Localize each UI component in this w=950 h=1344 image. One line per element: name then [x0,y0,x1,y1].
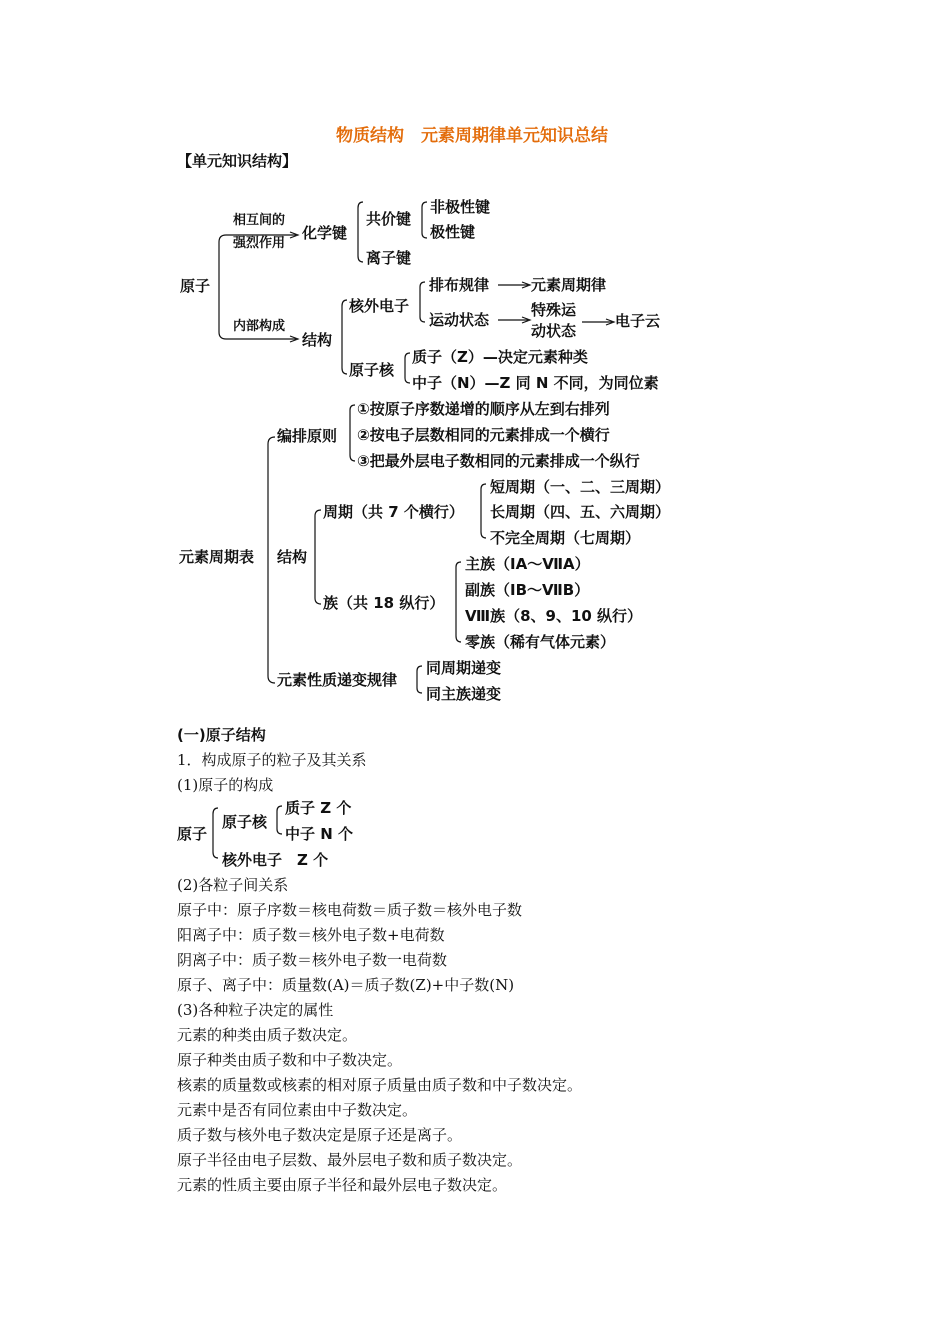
node-arrangement-principles: 编排原则 [277,427,338,445]
property-4: 元素中是否有同位素由中子数决定。 [177,1101,418,1119]
small-diagram-proton: 质子 Z 个 [285,799,352,817]
small-diagram-neutron: 中子 N 个 [285,825,353,843]
node-periodic-law: 元素周期律 [531,276,607,294]
node-outer-electrons: 核外电子 [349,297,410,315]
node-property-trend: 元素性质递变规律 [277,671,398,689]
diagram1-root-atom: 原子 [180,277,211,295]
node-covalent-bond: 共价键 [366,210,412,228]
label-internal-composition: 内部构成 [233,319,286,334]
node-table-structure: 结构 [277,548,308,566]
node-nucleus: 原子核 [349,361,395,379]
node-proton: 质子（Z）—决定元素种类 [412,348,588,366]
property-7: 元素的性质主要由原子半径和最外层电子数决定。 [177,1176,508,1194]
label-mutual: 相互间的 [233,213,286,228]
property-5: 质子数与核外电子数决定是原子还是离子。 [177,1126,463,1144]
node-rule-1: ①按原子序数递增的顺序从左到右排列 [357,400,610,418]
relation-mass-number: 原子、离子中：质量数(A)＝质子数(Z)+中子数(N) [177,976,515,994]
node-motion-state: 运动状态 [429,311,490,329]
diagram2-root-periodic-table: 元素周期表 [179,548,255,566]
node-structure: 结构 [302,331,333,349]
subsection-1c: (3)各种粒子决定的属性 [177,1001,334,1019]
small-diagram-nucleus: 原子核 [222,813,268,831]
subsection-1b: (2)各粒子间关系 [177,876,289,894]
small-diagram-electron: 核外电子 Z 个 [222,851,329,869]
label-strong-interaction: 强烈作用 [233,236,286,251]
section-heading: 【单元知识结构】 [177,152,298,170]
node-rule-3: ③把最外层电子数相同的元素排成一个纵行 [357,452,640,470]
property-1: 元素的种类由质子数决定。 [177,1026,358,1044]
property-2: 原子种类由质子数和中子数决定。 [177,1051,403,1069]
node-group-viii: Ⅷ族（8、9、10 纵行） [465,607,643,625]
node-same-group-trend: 同主族递变 [426,685,502,703]
relation-anion: 阴离子中：质子数＝核外电子数一电荷数 [177,951,448,969]
node-sub-group: 副族（ⅠB～ⅦB） [465,581,590,599]
node-polar-bond: 极性键 [430,223,476,241]
node-short-period: 短周期（一、二、三周期） [490,478,671,496]
node-electron-cloud: 电子云 [615,312,661,330]
property-6: 原子半径由电子层数、最外层电子数和质子数决定。 [177,1151,523,1169]
relation-atom: 原子中：原子序数＝核电荷数＝质子数＝核外电子数 [177,901,523,919]
document-title: 物质结构 元素周期律单元知识总结 [336,126,608,146]
node-chemical-bond: 化学键 [302,224,348,242]
node-zero-group: 零族（稀有气体元素） [465,633,616,651]
node-rule-2: ②按电子层数相同的元素排成一个横行 [357,426,610,444]
node-arrangement-rule: 排布规律 [429,276,490,294]
small-diagram-atom: 原子 [177,825,208,843]
node-nonpolar-bond: 非极性键 [430,198,491,216]
relation-cation: 阳离子中：质子数＝核外电子数+电荷数 [177,926,445,944]
node-special-motion-b: 动状态 [531,322,577,340]
subsection-1: 1．构成原子的粒子及其关系 [177,751,367,769]
property-3: 核素的质量数或核素的相对原子质量由质子数和中子数决定。 [177,1076,583,1094]
node-main-group: 主族（ⅠA～ⅦA） [465,555,590,573]
node-same-period-trend: 同周期递变 [426,659,502,677]
node-ionic-bond: 离子键 [366,249,412,267]
node-special-motion-a: 特殊运 [531,301,577,319]
section-atom-structure-title: (一)原子结构 [177,726,266,744]
node-neutron: 中子（N）—Z 同 N 不同，为同位素 [412,374,659,392]
node-group: 族（共 18 纵行） [323,594,445,612]
subsection-1a: (1)原子的构成 [177,776,274,794]
node-long-period: 长周期（四、五、六周期） [490,503,671,521]
node-period: 周期（共 7 个横行） [323,503,464,521]
node-incomplete-period: 不完全周期（七周期） [490,529,641,547]
